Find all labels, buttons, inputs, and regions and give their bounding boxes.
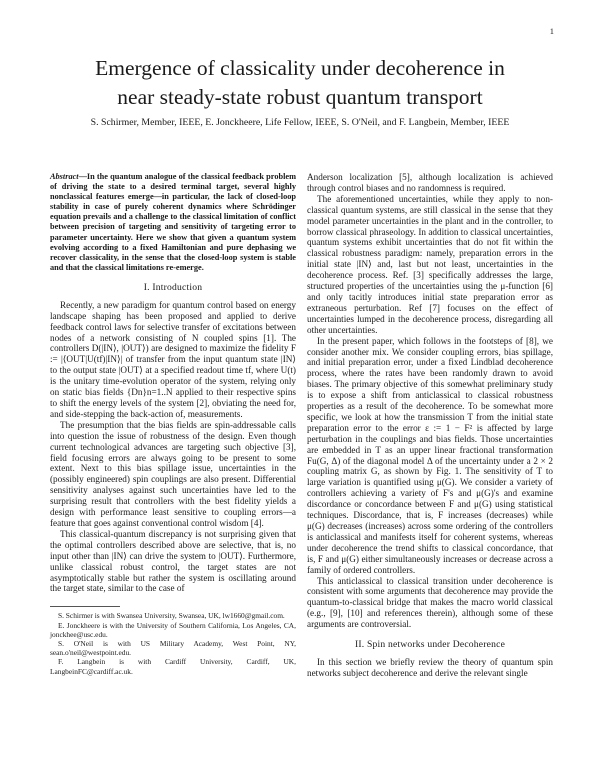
abstract xyxy=(50,172,296,273)
paper-title xyxy=(40,54,560,112)
author-list: S. Schirmer, Member, IEEE, E. Jonckheere, Life Fellow, IEEE, S. O'Neil, and F. Langbein, Member, IEEE xyxy=(90,117,510,128)
title-line-2: near steady-state robust quantum transport xyxy=(117,85,483,109)
footnote-langbein: F. Langbein is with Cardiff University, Cardiff, UK, LangbeinFC@cardiff.ac.uk. xyxy=(50,657,296,676)
section-1-heading: I. Introduction xyxy=(143,281,203,293)
page-number: 1 xyxy=(549,26,554,36)
footnote-oneil: S. O'Neil is with US Military Academy, West Point, NY, sean.o'neil@westpoint.edu. xyxy=(50,638,296,658)
intro-paragraph-3: This classical-quantum discrepancy is not surprising given that the optimal controllers described above are selective, that is, no input other than |IN⟩ can drive the system to |OUT⟩. Furthermore, unlike classical robust control, the target states are not asymptotically stable but rather the system is oscillating around the target state, similar to the case of xyxy=(50,528,296,594)
intro-paragraph-1: Recently, a new paradigm for quantum control based on energy landscape shaping has been proposed and applied to derive feedback control laws for selective transfer of excitations between nodes of a network consisting of N coupled spins [1]. The controllers D(|IN⟩, |OUT⟩) are designed to maximize the fidelity F := |⟨OUT|U(tf)|IN⟩| of transfer from the input quantum state |IN⟩ to the output state |OUT⟩ at a specified readout time tf, where U(t) is the unitary time-evolution operator of the system, relying only on static bias fields {Dn}n=1..N applied to their respective spins to shift the energy levels of the system [2], obviating the need for, and side-stepping the back-action of, measurements. xyxy=(50,299,296,419)
abstract-text: —In the quantum analogue of the classical feedback problem of driving the state to a desired terminal target, several highly nonclassical features emerge—in particular, the lack of closed-loop stability in case of purely coherent dynamics where Schrödinger equation prevails and a challenge to the classical limitation of conflict between precision of targeting and sensitivity of targeting error to parameter uncertainty. Here we show that given a quantum system evolving according to a fixed Hamiltonian and pure dephasing we recover classicality, in the sense that the closed-loop system is stable and that the classical limitations re-emerge. xyxy=(50,172,296,272)
abstract-label: Abstract xyxy=(50,172,79,181)
title-line-1: Emergence of classicality under decoherence in xyxy=(95,56,505,80)
body-paragraph-2: The aforementioned uncertainties, while they apply to non-classical quantum systems, are still classical in the sense that they model parameter uncertainties in the plant and in the controller, to borrow classical phraseology. In addition to classical uncertainties, quantum systems exhibit uncertainties that do not fit within the classical robustness paradigm: namely, preparation errors in the initial state |IN⟩ and, last but not least, uncertainties in the decoherence process. Ref. [3] specifically addresses the large, structured properties of the uncertainties using the μ-function [6] and only tacitly introduces initial state preparation error as extraneous perturbation. Ref [7] focuses on the effect of uncertainties lumped in the decoherence process, disregarding all other uncertainties. xyxy=(307,193,553,335)
body-paragraph-4: This anticlassical to classical transition under decoherence is consistent with some arguments that decoherence may provide the quantum-to-classical bridge that makes the macro world classical (e.g., [9], [10] and references therein), although some of these arguments are controversial. xyxy=(307,575,553,630)
section-2-paragraph: In this section we briefly review the theory of quantum spin networks subject decoherence and derive the relevant single xyxy=(307,656,553,678)
body-paragraph-1: Anderson localization [5], although localization is achieved through control biases and no randomness is required. xyxy=(307,172,553,193)
body-paragraph-3: In the present paper, which follows in the footsteps of [8], we consider another mix. We consider coupling errors, bias spillage, and initial preparation error, under a fixed Lindblad decoherence process, where the rates have been randomly drawn to avoid biases. The primary objective of this somewhat preliminary study is to expose a shift from anticlassical to classical robustness properties as a result of the decoherence. To be somewhat more specific, we look at how the transmission T from the initial state preparation error to the error ε := 1 − F² is affected by large perturbation in the couplings and bias fields. Those uncertainties are embedded in T as an upper linear fractional transformation Fu(G, Δ) of the diagonal model Δ of the uncertainty under a 2 × 2 coupling matrix G, as shown by Fig. 1. The sensitivity of T to large variation is quantified using μ(G). We consider a variety of controllers achieving a variety of F's and μ(G)'s and examine discordance or concordance between F and μ(G) using statistical techniques. Discordance, that is, F increases (decreases) while μ(G) decreases (increases) across some ordering of the controllers is anticlassical and manifests itself for coherent systems, whereas under decoherence the trend shifts to classical concordance, that is, F and μ(G) either simultaneously increases or decrease across a family of ordered controllers. xyxy=(307,335,553,575)
intro-paragraph-2: The presumption that the bias fields are spin-addressable calls into question the issue of robustness of the design. Even though current technological advances are targeting such objective [3], field focusing errors are always going to be present to some extent. Next to this bias spillage issue, uncertainties in the (possibly engineered) spin couplings are also present. Differential sensitivity analyses against such uncertainties have led to the surprising result that controllers with the best fidelity yields a design with performance least sensitive to coupling errors—a feature that goes against conventional control wisdom [4]. xyxy=(50,419,296,528)
section-2-heading: II. Spin networks under Decoherence xyxy=(354,639,506,651)
left-column xyxy=(50,172,296,676)
footnote-schirmer: S. Schirmer is with Swansea University, Swansea, UK, lw1660@gmail.com. xyxy=(58,611,285,621)
right-column xyxy=(307,172,553,679)
footnote-jonckheere: E. Jonckheere is with the University of Southern California, Los Angeles, CA, jonckhee@usc.edu. xyxy=(50,620,296,639)
footnote-rule xyxy=(50,606,120,607)
